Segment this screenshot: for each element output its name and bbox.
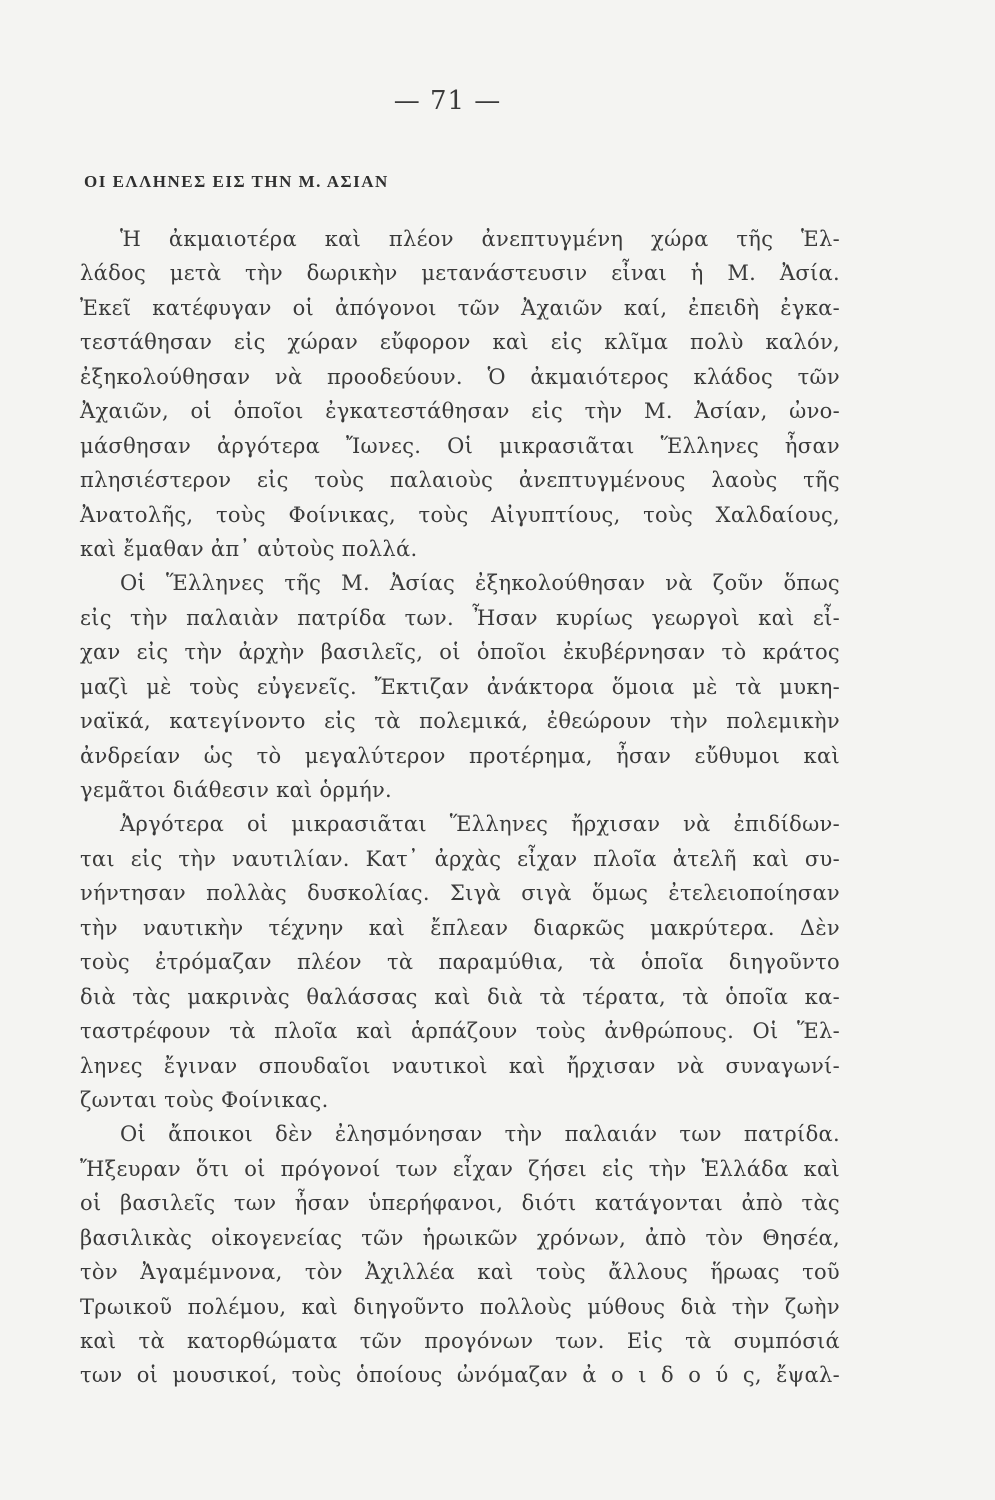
text-line: καὶ ἔμαθαν ἀπ᾿ αὐτοὺς πολλά.: [80, 536, 418, 561]
text-line: τὸν Ἀγαμέμνονα, τὸν Ἀχιλλέα καὶ τοὺς ἄλλους ἥρωας τοῦ: [80, 1260, 840, 1285]
text-line: των οἱ μουσικοί, τοὺς ὁποίους ὠνόμαζαν ἀ ο ι δ ο ύ ς, ἔψαλ-: [80, 1363, 840, 1388]
text-line: διὰ τὰς μακρινὰς θαλάσσας καὶ διὰ τὰ τέρατα, τὰ ὁποῖα κα-: [80, 984, 840, 1009]
text-line: τὴν ναυτικὴν τέχνην καὶ ἔπλεαν διαρκῶς μακρύτερα. Δὲν: [80, 915, 840, 940]
text-line: εἰς τὴν παλαιὰν πατρίδα των. Ἦσαν κυρίως γεωργοὶ καὶ εἶ-: [80, 605, 840, 630]
text-line: καὶ τὰ κατορθώματα τῶν προγόνων των. Εἰς τὰ συμπόσιά: [80, 1329, 840, 1353]
text-line: ναϊκά, κατεγίνοντο εἰς τὰ πολεμικά, ἐθεώρουν τὴν πολεμικὴν: [80, 709, 840, 734]
text-line: λάδος μετὰ τὴν δωρικὴν μετανάστευσιν εἶναι ἡ Μ. Ἀσία.: [80, 261, 840, 286]
text-line: μάσθησαν ἀργότερα Ἴωνες. Οἱ μικρασιᾶται Ἕλληνες ἦσαν: [80, 433, 840, 458]
text-line: ἐξηκολούθησαν νὰ προοδεύουν. Ὁ ἀκμαιότερος κλάδος τῶν: [80, 364, 840, 389]
text-line: τεστάθησαν εἰς χώραν εὔφορον καὶ εἰς κλῖμα πολὺ καλόν,: [80, 330, 840, 355]
text-line: Ἡ ἀκμαιοτέρα καὶ πλέον ἀνεπτυγμένη χώρα τῆς Ἑλ-: [120, 227, 840, 251]
text-line: Ἀργότερα οἱ μικρασιᾶται Ἕλληνες ἤρχισαν νὰ ἐπιδίδων-: [120, 812, 840, 837]
text-line: Ἐκεῖ κατέφυγαν οἱ ἀπόγονοι τῶν Ἀχαιῶν καί, ἐπειδὴ ἐγκα-: [80, 295, 840, 320]
text-line: Ἀνατολῆς, τοὺς Φοίνικας, τοὺς Αἰγυπτίους, τοὺς Χαλδαίους,: [80, 502, 840, 527]
text-line: βασιλικὰς οἰκογενείας τῶν ἡρωικῶν χρόνων, ἀπὸ τὸν Θησέα,: [80, 1225, 840, 1250]
text-line: ἀνδρείαν ὡς τὸ μεγαλύτερον προτέρημα, ἦσαν εὔθυμοι καὶ: [80, 743, 840, 768]
text-line: ληνες ἔγιναν σπουδαῖοι ναυτικοὶ καὶ ἤρχισαν νὰ συναγωνί-: [80, 1053, 840, 1078]
text-line: τοὺς ἐτρόμαζαν πλέον τὰ παραμύθια, τὰ ὁποῖα διηγοῦντο: [80, 950, 840, 975]
text-line: ζωνται τοὺς Φοίνικας.: [80, 1087, 329, 1112]
text-line: χαν εἰς τὴν ἀρχὴν βασιλεῖς, οἱ ὁποῖοι ἐκυβέρνησαν τὸ κράτος: [80, 640, 840, 665]
text-line: νήντησαν πολλὰς δυσκολίας. Σιγὰ σιγὰ ὅμως ἐτελειοποίησαν: [80, 881, 840, 906]
text-line: Οἱ Ἕλληνες τῆς Μ. Ἀσίας ἐξηκολούθησαν νὰ ζοῦν ὅπως: [120, 571, 840, 596]
page-number: — 71 —: [393, 86, 502, 116]
text-line: Οἱ ἄποικοι δὲν ἐλησμόνησαν τὴν παλαιάν των πατρίδα.: [120, 1122, 840, 1147]
text-line: ταστρέφουν τὰ πλοῖα καὶ ἁρπάζουν τοὺς ἀνθρώπους. Οἱ Ἕλ-: [80, 1019, 840, 1044]
text-line: πλησιέστερον εἰς τοὺς παλαιοὺς ἀνεπτυγμένους λαοὺς τῆς: [80, 468, 840, 493]
text-line: Ἀχαιῶν, οἱ ὁποῖοι ἐγκατεστάθησαν εἰς τὴν Μ. Ἀσίαν, ὠνο-: [80, 399, 840, 424]
text-line: γεμᾶτοι διάθεσιν καὶ ὁρμήν.: [80, 778, 392, 802]
text-line: Ἤξευραν ὅτι οἱ πρόγονοί των εἶχαν ζήσει εἰς τὴν Ἑλλάδα καὶ: [80, 1156, 840, 1181]
body-text: [80, 222, 840, 1393]
section-heading: ΟΙ ΕΛΛΗΝΕΣ ΕΙΣ ΤΗΝ Μ. ΑΣΙΑΝ: [84, 172, 389, 191]
text-line: οἱ βασιλεῖς των ἦσαν ὑπερήφανοι, διότι κατάγονται ἀπὸ τὰς: [80, 1191, 840, 1216]
text-line: ται εἰς τὴν ναυτιλίαν. Κατ᾿ ἀρχὰς εἶχαν πλοῖα ἀτελῆ καὶ συ-: [80, 846, 840, 871]
text-line: Τρωικοῦ πολέμου, καὶ διηγοῦντο πολλοὺς μύθους διὰ τὴν ζωὴν: [80, 1294, 840, 1319]
text-line: μαζὶ μὲ τοὺς εὐγενεῖς. Ἔκτιζαν ἀνάκτορα ὅμοια μὲ τὰ μυκη-: [80, 674, 840, 699]
